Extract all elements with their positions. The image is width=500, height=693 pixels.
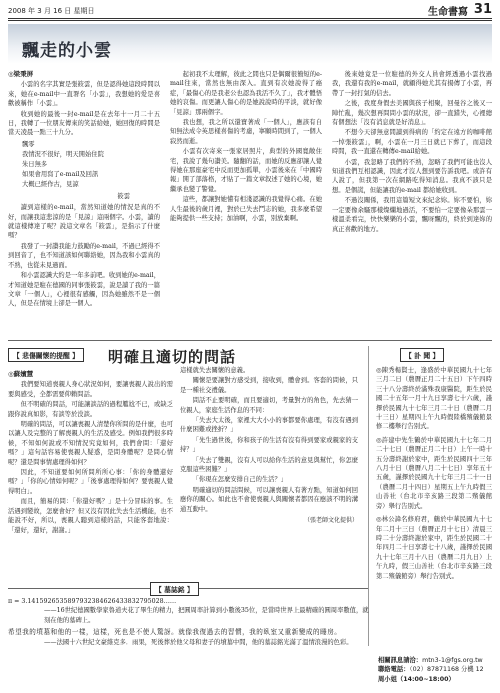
epitaph-source: ——法國十六世紀文豪維克多．雨果，死後葬於他父母和妻子的墳墓中間，他的墓誌銘光滿了溫情浪漫的色彩。 [44, 638, 353, 646]
inscription-block [8, 597, 370, 647]
paragraph: 「失去了雙親，沒有人可以給你生活的意見與幫忙，你怎麼克服這些困難？」 [180, 456, 358, 474]
message-line: 飄零 [22, 140, 35, 148]
obituary-text: ◎許建中先生鶴於中華民國九十七年二月二十七日（農曆正月二十日）上午一時十五分壽終謝於家中，距生於民國四十三年八月十日（農曆八月二十七日）享年五十五歲，謹擇於民國九十七年三月二十一日（農曆二月十四日）星期五上午九時假三山善社（台北市辛亥路三段第二殯儀館旁）舉行告別式。 [376, 436, 492, 510]
paragraph: 而且，簡易的問：「你還好嗎？」是十分冒昧的事。生活遇到變故，怎麼會好？但又沒有因此失去生活機能，也不能說不好，所以，喪親人聽到這樣的話，只能客套地說：「還好，還好，謝謝。」 [8, 498, 173, 534]
paragraph: 關懷是要讓對方感受到，接收到，體會到。客套的問候，只是一種社交禮儀。 [180, 377, 358, 394]
paragraph: 問話不止要明確，而且要適切，考量對方的角色，先去猜一位親人，家庭生活作息的不同： [180, 397, 358, 414]
paragraph: 我也想，我之所以還寶著成「一個人」，應該有自知無法成令英思樣喜傷的考慮，寧願時間到了，一個人寂然而逝。 [170, 119, 322, 145]
paragraph: 小雲的名字其實是張筱雲，但是認得她這段時間以來，她在e-mail中一直署名「小雲」，我想她的爱是喜歡被稱作「小雲」。 [8, 81, 160, 108]
article2-column-2 [180, 366, 358, 588]
header-rule [8, 18, 492, 19]
issue-date: 2008 年 3 月 16 日 星期日 [8, 7, 95, 15]
paragraph: 明確適切的問話問候，可以讓喪親人有著方點，知道如何回應你的關心。如此也不會使喪親人與關懷者都因在應該不明的溝通互動中。 [180, 486, 358, 513]
contact-phone: （02）87871168 分機 12 [409, 666, 484, 674]
paragraph: 後來她竟是一位駐德的外交人員會經透過小雲找過我，我還有我的e-mail，就顧得她尤其有揚傳了小雲，再帶了一封打氣的信去。 [332, 71, 492, 97]
paragraph: 這樣就失去關懷的意義。 [180, 367, 250, 374]
phone-label: 聯絡電話： [378, 666, 410, 674]
obituary-item [376, 436, 492, 511]
paragraph: 不想今天卻無意間讀到得病的「約定在遠方的咖啡館一悼張筱雲」，啊，小雲在一月三日就已下葬了，而這段時間，我一直還在轉傳e-mail給她。 [332, 129, 492, 156]
obituary-item [376, 366, 492, 432]
article-column-3 [332, 70, 492, 338]
message-line: 我情況不很好，明天開始住院 [22, 150, 104, 158]
section-divider [8, 340, 492, 341]
quoted-message [22, 140, 160, 190]
message-line: 朱日無多 [22, 160, 48, 168]
source-credit: （張老師文化提供） [303, 517, 358, 525]
paragraph: 小雲，我忽略了我們的不熟，忽略了我們可能也沒人知道我們互相認識，因此才沒人想到要告訴我吧。或許有人說了，但我第一次在網路吃得知消息。我真不該只是想。是個謊，但能讓我的e-mail 都給她收到。 [332, 158, 492, 194]
article-title: 飄走的小雲 [22, 41, 112, 61]
page-number: 31 [473, 2, 492, 17]
column-tag: 【 悲傷關懷的提醒 】 [8, 348, 84, 362]
article-author: ◎梁秉屏 [8, 70, 34, 78]
article-column-1 [8, 70, 160, 338]
contact-hours: 周小姐（14:00~18:00） [378, 675, 455, 683]
paragraph: 這些，都讓對她懂有相淺認識的我覺得心痛。在她人生最後的歲月裡，對於已失去鬥志的她，我多麼希望能夠提供一些支持；加油啊，小雲，別放棄啊。 [170, 196, 322, 223]
article-column-2 [170, 70, 322, 338]
obituary-item [376, 515, 492, 581]
page-header [8, 3, 492, 17]
obituary-notices [376, 366, 492, 648]
paragraph: 但不明確的問話，可能讓談話的過程尷尬不已，或缺乏跟你說真如影，有談等於没談。 [8, 401, 173, 418]
paragraph: 「失去大太後，家裡大大小小的事都要你處理，有沒有遇到什麼困難或挫折？」 [180, 417, 358, 434]
paragraph: 收到她的最後一封e-mail是在去年十一月二十五日，我轉了一位朋友傳來的笑話給她，她回復的時間是當天凌晨一點三十九分。 [8, 110, 160, 137]
contact-info [378, 656, 484, 684]
paragraph: 「先生過世後，你和孩子的生活有沒有得到要家或親家的支持？」 [180, 436, 358, 454]
obituary-tag: 【 訃 聞 】 [400, 348, 444, 362]
contact-email[interactable]: mtn3-1@fgs.org.tw [422, 657, 483, 664]
paragraph: 不過沒關係，我用這篇短文來紀念妳。妳不要怕，妳一定要像余騷那樣燦爛地過活，不要怕一定要像朵那雲一樣溫柔看完，快快樂樂的小雲，飄呀飄的，終於到達妳的真正喜歡的地方。 [332, 197, 492, 233]
paragraph: 「你現在怎麼安排自己的生活？」 [192, 476, 288, 484]
obituary-text: ◎林公諱名修府君，鶴於中華民國九十七年二月十三日（農曆正月十七日）清晨三時二十分壽終謝於家中，距生於民國二十年四月二十日享壽七十八歲，謹擇於民國九十七年三月十八日（農曆二月九日）上午九時，假三山善社（台北市辛亥路三段第二殯儀館旁）舉行告別式。 [376, 516, 492, 580]
pi-note: ——16世紀德國數學家魯道夫花了畢生的精力，把圓周率計算到小數後35位，是當時世界上最精確的圓周率數值，就刻在他的墓碑上。 [44, 607, 369, 624]
article-title-band [8, 24, 492, 64]
message-line: 如果會用寫了e-mail及回訊 [22, 170, 99, 178]
paragraph: 明確的問話，可以讓喪親人清楚你所問的是什麼，也可以讓人及完整的了解喪親人的生活及感受。例如我們很多時候，不知如何說或不知情況究竟如何，我們會問：「還好嗎？」這句話容易使喪親人疑惑，是問身體呢？是問心情呢？還是問事情處理得如何？ [8, 421, 173, 466]
article2-title: 明確且適切的問話 [108, 348, 237, 366]
section-name: 生命書寫 [428, 7, 468, 18]
paragraph: 讀到這樣的e-mail，當然知道她的情況是真的不好，而讓我這悲涼的是「見諒」這兩個字。小雲，讀的就這樣傳達了呢？說這文章名「筱雲」，是指示了什麼嗎？ [8, 204, 160, 240]
article2-column-1 [8, 370, 173, 588]
header-rule-thin [8, 20, 492, 21]
paragraph: 和小雲認識大約是一年多前吧。收到她的e-mail，才知道她是駐在德國的同事張筱雲，說是讀了我的一篇文章「一個人」，心裡很有感觸，因為她雖然不是一個人，但是在情境上卻是一個人。 [8, 272, 160, 308]
paragraph: 小雲有次寄來一張家居照片，典型的外國寬敞住宅，我說了幾句讚美。隨翻的話，而她的反應卻讓人覺得她在那座豪宅中反而更加孤單，小雲後來在「中國時報」開了部落格，才貼了一篇文章叙述了她的心境，她繼承也變了警覺。 [170, 148, 322, 193]
message-line: 大概已經作古，見諒 [22, 180, 79, 188]
article2-author: ◎蘇嬪慧 [8, 370, 34, 378]
paragraph: 之後，我度身假去美國與孩子相聚，回曼谷之後又一陣忙亂，幾次想再問問小雲的狀況，卻一直錯失，心裡總有個想法「沒有消息就是好消息」。 [332, 100, 492, 127]
contact-label: 相關訊息請洽： [378, 657, 423, 664]
paragraph: 起初我不太理解，彼此之間也只是偶爾很簡短的e-mail往來，當然也無由深入。直到有次她說得了癌症，「最傷心的是我老公也認為我活不久了」，我才體悟她的哀傷。而更讓人傷心的是她說說時的平淡，就好像「見諒」那兩個字。 [170, 71, 322, 116]
paragraph: 因此，不知道要如何所問所所心事：「你的身體還好嗎？」「你的心情如何呢？」「後事處理得如何？要喪親人覺得明白」。 [8, 469, 173, 495]
pi-value: π = 3.1415926535897932384626433832795028…… [8, 598, 177, 605]
paragraph: 我發了一封讚我能力鼓勵的e-mail，不過已經得不到回音了，也不知道該如何聯絡她，因為我和小雲真的不熟，也從未見過面。 [8, 242, 160, 269]
epitaph-quote: 希望我的墳墓和他的一樣，這樣，死也是不使人驚訝。就像我復過去的習慣，我的臥室又重新變成的睡房。 [8, 628, 342, 637]
paragraph: 我們要知道喪親人身心狀況如何，要讓喪親人說出的需要與感受，全都需要仰賴問話。 [8, 381, 173, 398]
obituary-text: ◎陳秀楊賢士，逢盛於中華民國九十七年三月二日（農曆正月二十五日）下午四時三十八分壽終於滿殊我康醫院，距生於民國二十五年一月十九日享壽七十六歲，謹擇於民國九十七年三月二十日（農曆二月十三日）星期四上午九時假陸橋殯儀館景修二樓舉行告別式。 [376, 367, 492, 431]
message-signature: 筱雲 [117, 192, 130, 200]
inscription-tag: 【 墓誌銘 】 [150, 582, 199, 596]
